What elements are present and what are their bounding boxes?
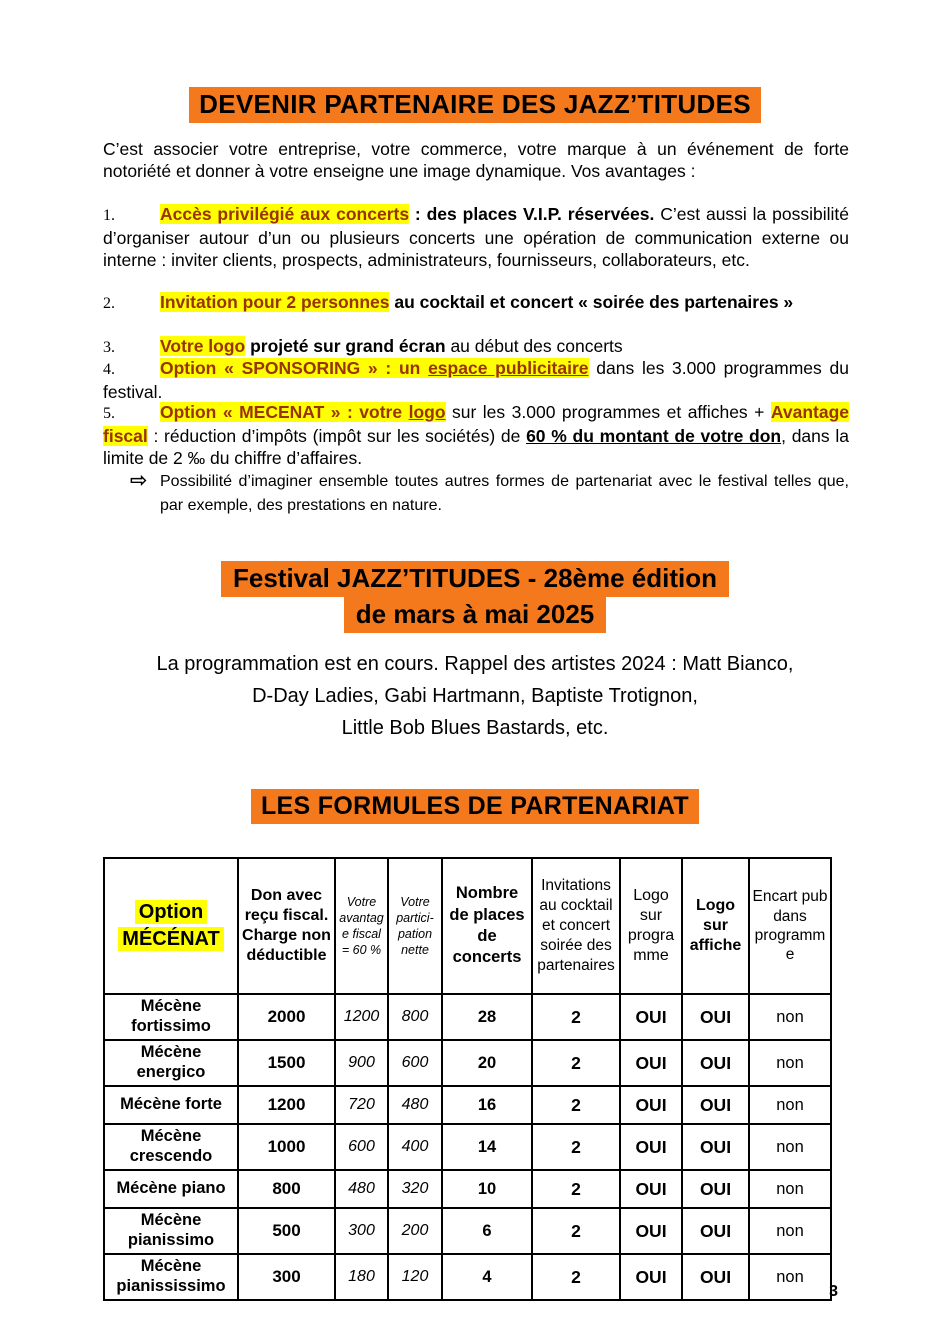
programmation-paragraph [0, 648, 950, 744]
cell-participation: 600 [388, 1040, 442, 1086]
table-corner-cell [104, 858, 238, 994]
advantage-item-5 [103, 401, 849, 469]
cell-avantage: 900 [335, 1040, 388, 1086]
body-text: C’est aussi la possibilité d’organiser autour d’un ou plusieurs concerts une opération de communication externe ou interne : inviter clients, prospects, administrateurs, fournisseurs, collaborateurs, etc. [103, 204, 849, 270]
formules-heading-row [0, 789, 950, 824]
cell-logo-affiche: OUI [682, 994, 749, 1040]
bold-text: : des places V.I.P. réservées. [409, 204, 655, 224]
cell-logo-programme: OUI [620, 1254, 682, 1300]
table-row [104, 1040, 831, 1086]
cell-participation: 320 [388, 1170, 442, 1208]
cell-invitations: 2 [532, 1124, 620, 1170]
cell-places: 6 [442, 1208, 532, 1254]
highlight-phrase: Votre logo [160, 336, 246, 356]
highlight-phrase: Avantage fiscal [103, 402, 850, 446]
cell-logo-affiche: OUI [682, 1086, 749, 1124]
cell-don: 1200 [238, 1086, 335, 1124]
cell-places: 4 [442, 1254, 532, 1300]
cell-encart: non [749, 1170, 831, 1208]
right-arrow-icon: ⇨ [130, 468, 148, 492]
cell-don: 500 [238, 1208, 335, 1254]
cell-places: 28 [442, 994, 532, 1040]
bold-underline-text: 60 % du montant de votre don [526, 426, 782, 446]
cell-encart: non [749, 1086, 831, 1124]
bold-text: au cocktail et concert « soirée des partenaires » [389, 292, 794, 312]
programmation-line1: La programmation est en cours. Rappel des artistes 2024 : Matt Bianco, [156, 653, 794, 675]
cell-invitations: 2 [532, 1254, 620, 1300]
cell-logo-affiche: OUI [682, 1254, 749, 1300]
cell-places: 10 [442, 1170, 532, 1208]
header-logo-programme: Logo sur programme [620, 858, 682, 994]
festival-heading-line2: de mars à mai 2025 [344, 597, 607, 633]
cell-participation: 200 [388, 1208, 442, 1254]
row-label: Mécène piano [104, 1170, 238, 1208]
cell-encart: non [749, 1040, 831, 1086]
cell-logo-programme: OUI [620, 1170, 682, 1208]
cell-invitations: 2 [532, 1208, 620, 1254]
cell-logo-affiche: OUI [682, 1124, 749, 1170]
main-title-row [0, 87, 950, 123]
advantage-item-1 [103, 203, 849, 271]
cell-avantage: 1200 [335, 994, 388, 1040]
row-label: Mécène pianissimo [104, 1208, 238, 1254]
cell-encart: non [749, 1124, 831, 1170]
highlight-underline-phrase: espace publicitaire [428, 358, 589, 378]
table-row [104, 1086, 831, 1124]
table-header-row [104, 858, 831, 994]
festival-heading [0, 561, 950, 633]
corner-label: Option MÉCÉNAT [118, 900, 223, 951]
cell-avantage: 480 [335, 1170, 388, 1208]
item-number: 3. [103, 339, 115, 356]
cell-participation: 400 [388, 1124, 442, 1170]
row-label: Mécène fortissimo [104, 994, 238, 1040]
body-text: dans les 3.000 programmes du festival. [103, 358, 849, 402]
partnership-note [103, 470, 849, 518]
cell-avantage: 720 [335, 1086, 388, 1124]
row-label: Mécène forte [104, 1086, 238, 1124]
header-participation: Votre partici-pation nette [388, 858, 442, 994]
cell-don: 1500 [238, 1040, 335, 1086]
programmation-line3: Little Bob Blues Bastards, etc. [341, 717, 609, 739]
highlight-underline-phrase: logo [408, 402, 446, 422]
advantage-item-2 [103, 291, 849, 315]
cell-logo-programme: OUI [620, 994, 682, 1040]
table-row [104, 1208, 831, 1254]
cell-don: 800 [238, 1170, 335, 1208]
table-row [104, 1170, 831, 1208]
cell-places: 16 [442, 1086, 532, 1124]
cell-logo-programme: OUI [620, 1208, 682, 1254]
body-text: , dans la limite de 2 ‰ du chiffre d’affaires. [103, 426, 849, 468]
highlight-phrase: Accès privilégié aux concerts [160, 204, 410, 224]
header-avantage: Votre avantage fiscal = 60 % [335, 858, 388, 994]
highlight-phrase: Option « MECENAT » : votre [160, 402, 409, 422]
body-text: au début des concerts [445, 336, 623, 356]
cell-logo-programme: OUI [620, 1124, 682, 1170]
advantage-item-4 [103, 357, 849, 403]
formules-heading: LES FORMULES DE PARTENARIAT [251, 789, 699, 824]
cell-invitations: 2 [532, 1040, 620, 1086]
bold-text: projeté sur grand écran [245, 336, 446, 356]
cell-avantage: 180 [335, 1254, 388, 1300]
intro-paragraph: C’est associer votre entreprise, votre commerce, votre marque à un événement de forte notoriété et donner à votre enseigne une image dynamique. Vos avantages : [103, 139, 849, 181]
row-label: Mécène crescendo [104, 1124, 238, 1170]
cell-encart: non [749, 1208, 831, 1254]
cell-avantage: 300 [335, 1208, 388, 1254]
programmation-line2: D-Day Ladies, Gabi Hartmann, Baptiste Trotignon, [252, 685, 698, 707]
cell-participation: 120 [388, 1254, 442, 1300]
cell-logo-affiche: OUI [682, 1040, 749, 1086]
cell-encart: non [749, 1254, 831, 1300]
festival-heading-line1: Festival JAZZ’TITUDES - 28ème édition [221, 561, 729, 597]
cell-don: 2000 [238, 994, 335, 1040]
advantage-item-3 [103, 335, 849, 359]
cell-invitations: 2 [532, 994, 620, 1040]
table-row [104, 1124, 831, 1170]
note-text: Possibilité d’imaginer ensemble toutes autres formes de partenariat avec le festival telles que, par exemple, des prestations en nature. [160, 473, 849, 514]
cell-participation: 800 [388, 994, 442, 1040]
item-number: 1. [103, 207, 115, 224]
cell-places: 20 [442, 1040, 532, 1086]
header-logo-affiche: Logo sur affiche [682, 858, 749, 994]
table-row [104, 994, 831, 1040]
table-row [104, 1254, 831, 1300]
cell-don: 300 [238, 1254, 335, 1300]
cell-encart: non [749, 994, 831, 1040]
item-number: 2. [103, 295, 115, 312]
highlight-phrase: Invitation pour 2 personnes [160, 292, 390, 312]
cell-logo-affiche: OUI [682, 1208, 749, 1254]
item-number: 5. [103, 405, 115, 422]
cell-avantage: 600 [335, 1124, 388, 1170]
header-encart: Encart pub dans programme [749, 858, 831, 994]
page-title: DEVENIR PARTENAIRE DES JAZZ’TITUDES [189, 87, 761, 123]
cell-participation: 480 [388, 1086, 442, 1124]
cell-logo-programme: OUI [620, 1040, 682, 1086]
body-text: sur les 3.000 programmes et affiches + [445, 402, 771, 422]
partnership-table [103, 857, 832, 1301]
cell-invitations: 2 [532, 1170, 620, 1208]
page-number: 3 [829, 1283, 838, 1300]
cell-logo-programme: OUI [620, 1086, 682, 1124]
row-label: Mécène energico [104, 1040, 238, 1086]
header-don: Don avec reçu fiscal. Charge non déductible [238, 858, 335, 994]
cell-invitations: 2 [532, 1086, 620, 1124]
body-text: : réduction d’impôts (impôt sur les sociétés) de [147, 426, 527, 446]
row-label: Mécène pianississimo [104, 1254, 238, 1300]
highlight-phrase: Option « SPONSORING » : un [160, 358, 429, 378]
cell-don: 1000 [238, 1124, 335, 1170]
header-places: Nombre de places de concerts [442, 858, 532, 994]
cell-logo-affiche: OUI [682, 1170, 749, 1208]
cell-places: 14 [442, 1124, 532, 1170]
item-number: 4. [103, 361, 115, 378]
header-invitations: Invitations au cocktail et concert soirée des partenaires [532, 858, 620, 994]
